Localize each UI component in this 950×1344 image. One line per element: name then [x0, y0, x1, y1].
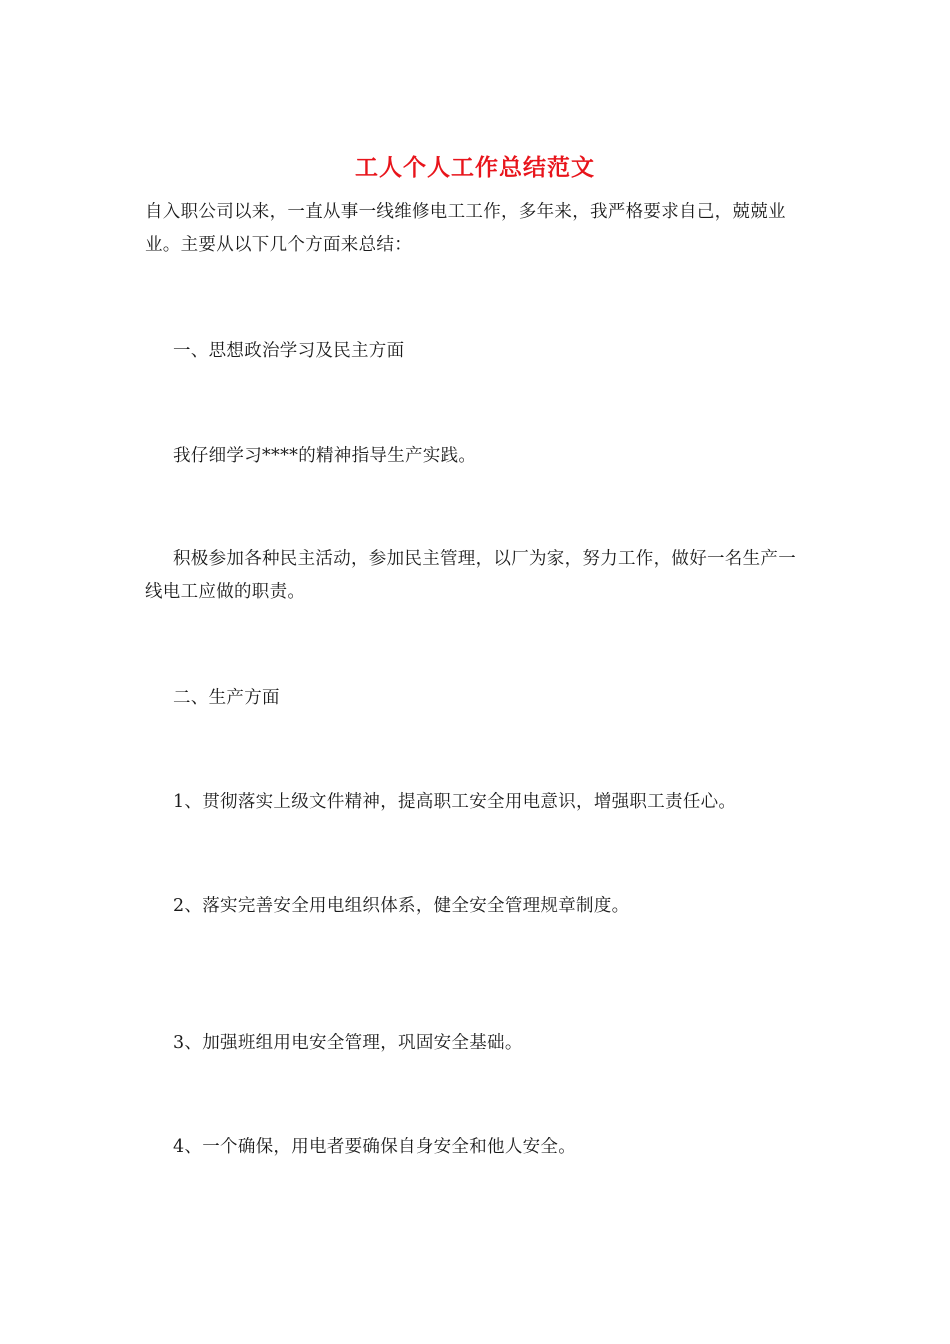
list-item-1: 1、贯彻落实上级文件精神，提高职工安全用电意识，增强职工责任心。 [173, 792, 737, 812]
list-item-4: 4、一个确保，用电者要确保自身安全和他人安全。 [173, 1137, 577, 1157]
list-item-2: 2、落实完善安全用电组织体系，健全安全管理规章制度。 [173, 896, 630, 916]
paragraph-study: 我仔细学习****的精神指导生产实践。 [173, 446, 477, 466]
paragraph-democracy: 积极参加各种民主活动，参加民主管理，以厂为家，努力工作，做好一名生产一线电工应做的职责。 [145, 549, 796, 602]
section-heading-politics: 一、思想政治学习及民主方面 [173, 341, 405, 361]
document-title: 工人个人工作总结范文 [355, 154, 595, 181]
intro-paragraph: 自入职公司以来，一直从事一线维修电工工作，多年来，我严格要求自己，兢兢业业。主要从以下几个方面来总结： [145, 202, 786, 255]
list-item-3: 3、加强班组用电安全管理，巩固安全基础。 [173, 1033, 523, 1053]
section-heading-production: 二、生产方面 [173, 688, 280, 708]
